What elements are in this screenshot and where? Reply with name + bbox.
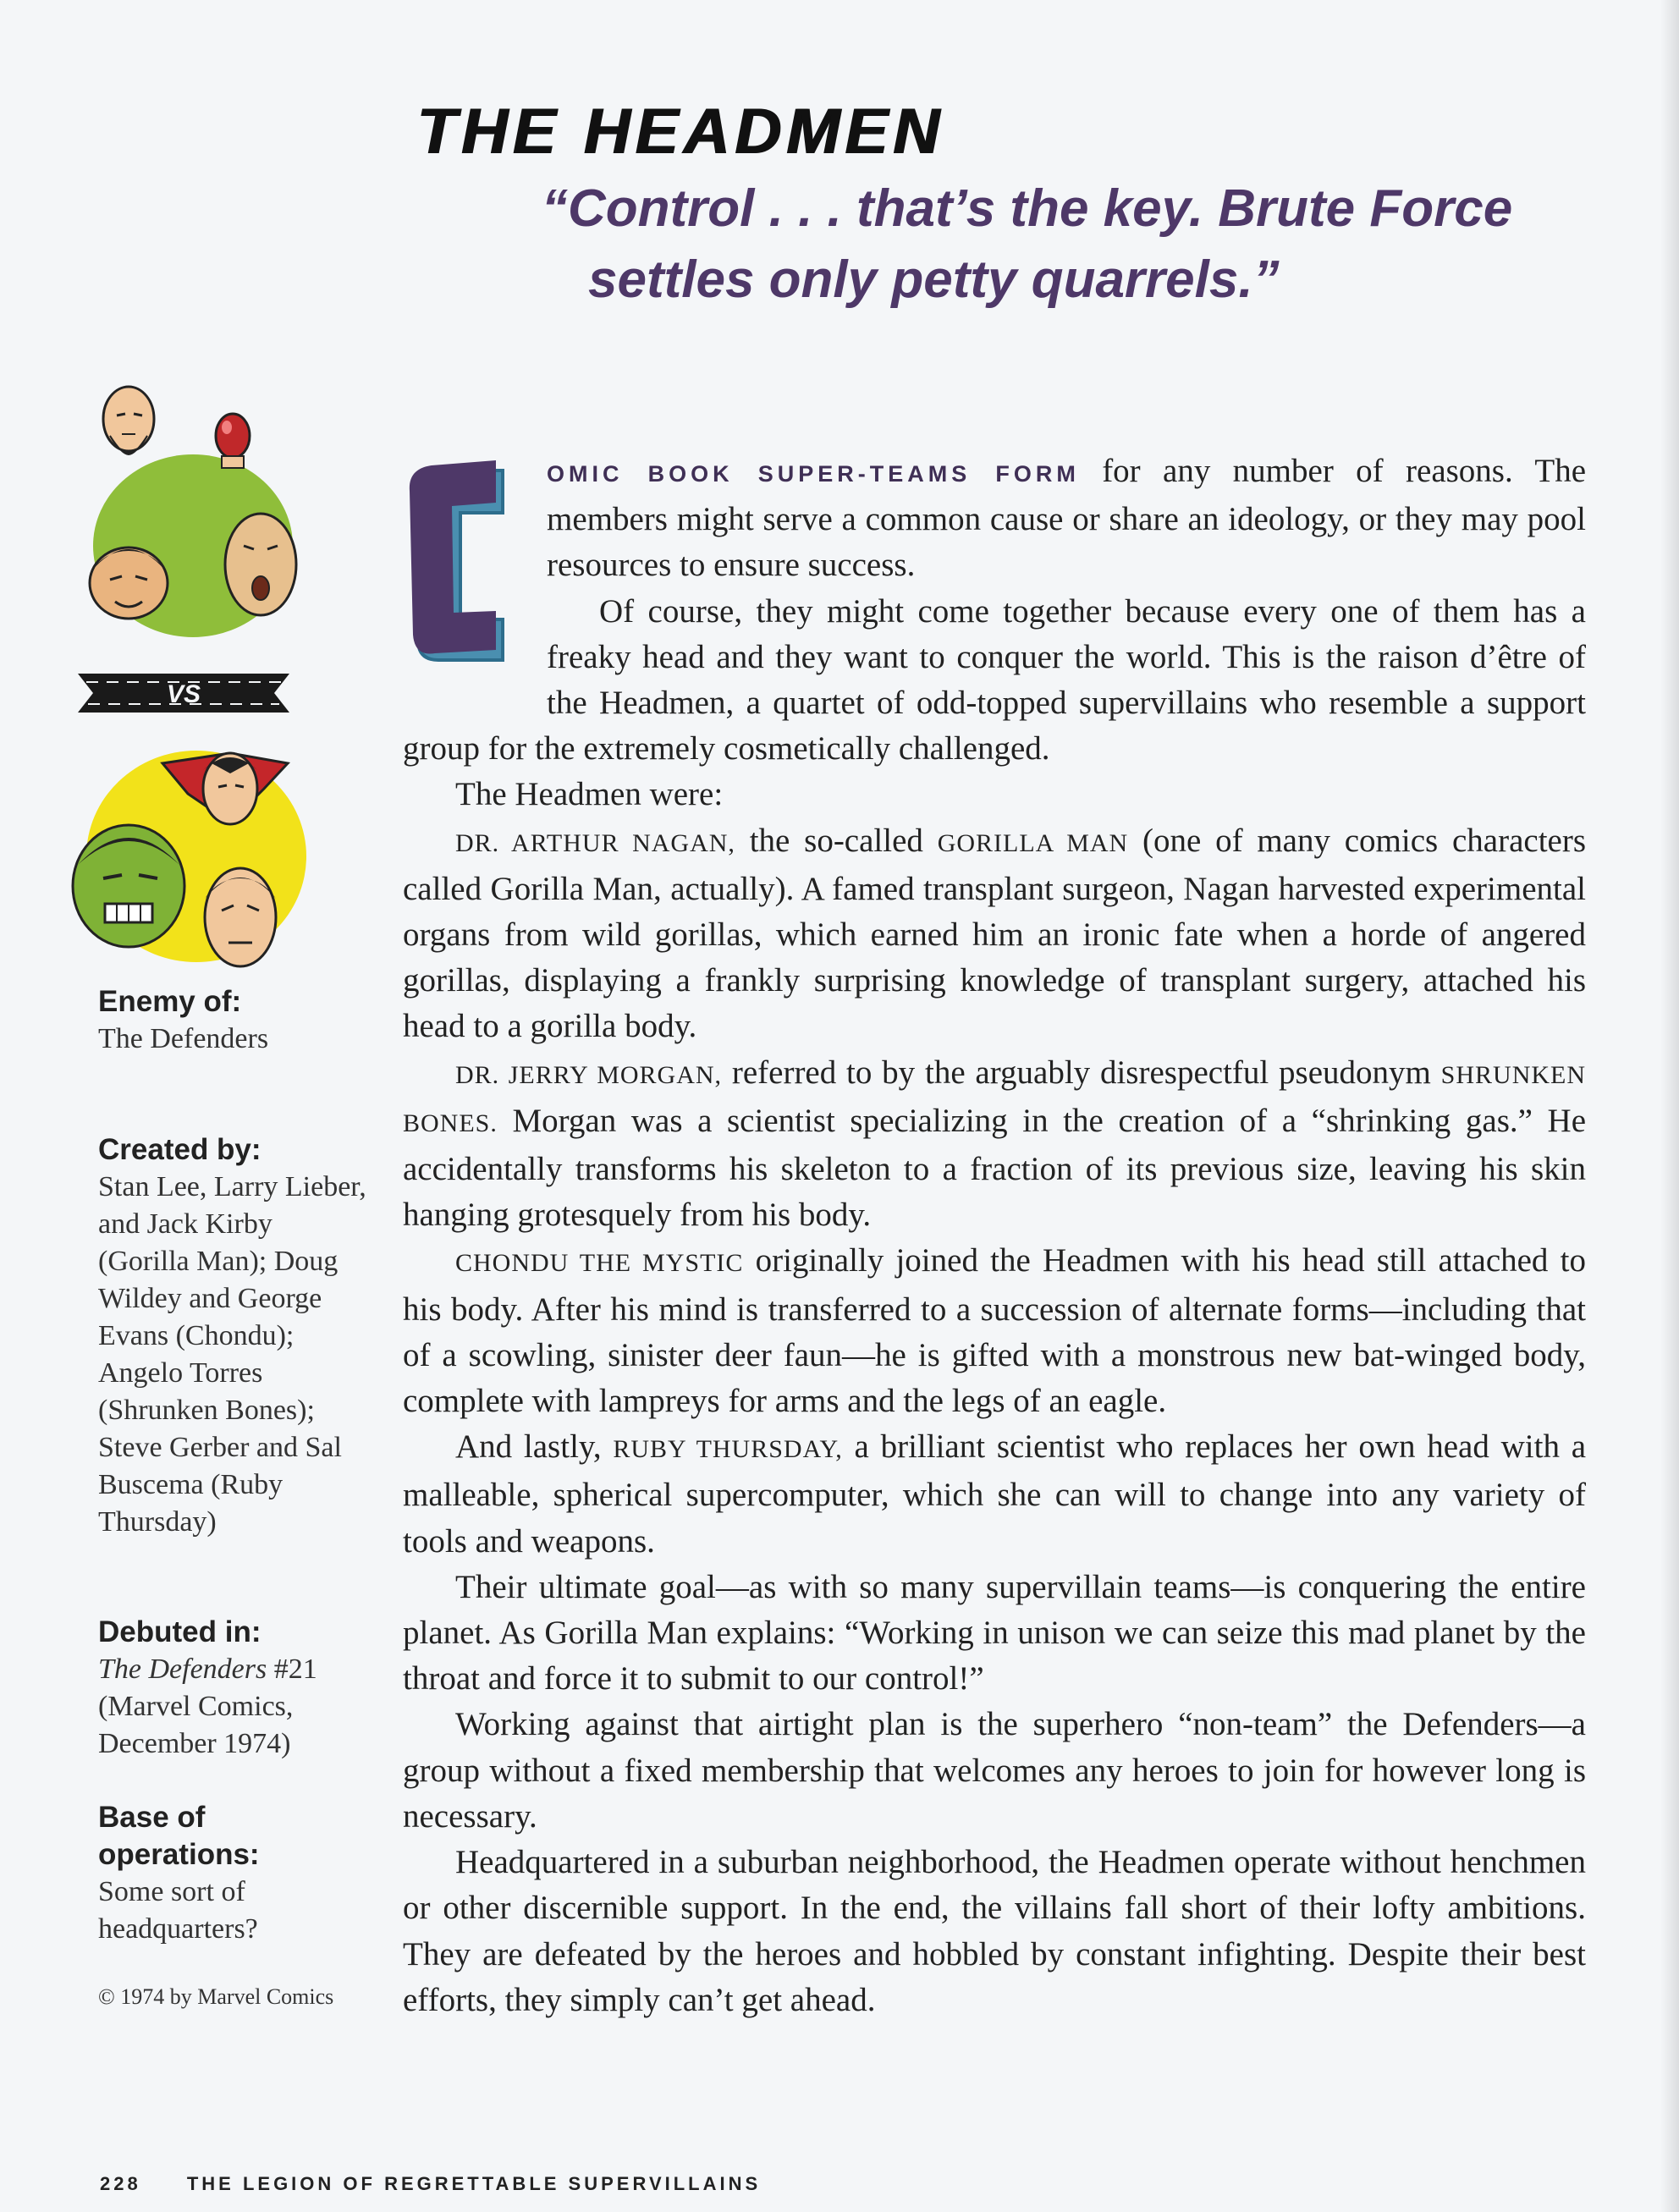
hulk-head xyxy=(73,825,184,947)
page-number: 228 xyxy=(100,2173,141,2194)
paragraph-7-start: And lastly, xyxy=(455,1428,602,1466)
paragraph-6 xyxy=(403,1238,1586,1424)
enemy-of-block xyxy=(98,983,377,1058)
created-by-block xyxy=(98,1131,369,1541)
article-body xyxy=(403,448,1586,2023)
debuted-in-detail: (Marvel Comics, December 1974) xyxy=(98,1691,294,1759)
vs-banner xyxy=(78,669,289,718)
paragraph-3: The Headmen were: xyxy=(455,776,724,813)
page-footer xyxy=(100,2173,761,2195)
paragraph-10: Headquartered in a suburban neighborhood, the Headmen operate without henchmen or other discernible support. In the end, the villains fall short of their lofty ambitions. They are defeated by the heroes and hobbled by constant infighting. Despite their best efforts, they simply can’t get ahead. xyxy=(403,1844,1586,2018)
paragraph-1 xyxy=(403,448,1586,589)
paragraph-7-text: a brilliant scientist who replaces her own head with a malleable, spherical supercomputer, which she can will to change into any variety of tools and weapons. xyxy=(403,1428,1586,1560)
pull-quote-line-1: “Control . . . that’s the key. Brute Force xyxy=(542,179,1513,238)
debuted-in-title: The Defenders xyxy=(98,1653,267,1685)
paragraph-8: Their ultimate goal—as with so many supervillain teams—is conquering the entire planet. As Gorilla Man explains: “Working in unison we can seize this mad planet by the throat and force it to submit to our control!” xyxy=(403,1568,1586,1698)
vs-label: VS xyxy=(166,680,201,708)
chondu-head xyxy=(90,547,168,619)
pull-quote xyxy=(542,173,1608,316)
namor-head xyxy=(205,868,276,966)
debuted-in-value xyxy=(98,1651,344,1763)
lead-in-caps: OMIC BOOK SUPER-TEAMS FORM xyxy=(547,461,1080,487)
paragraph-6-text: originally joined the Headmen with his head still attached to his body. After his mind is transferred to a succession of alternate forms—including that of a scowling, sinister deer faun—he is gifted with a monstrous new bat-winged body, complete with lampreys for arms and the legs of an eagle. xyxy=(403,1242,1586,1420)
name-arthur-nagan: DR. ARTHUR NAGAN, xyxy=(455,828,735,857)
paragraph-1-text: for any number of reasons. The members might serve a common cause or share an ideology, or they may pool resources to ensure success. xyxy=(547,453,1587,584)
paragraph-4 xyxy=(403,818,1586,1050)
name-jerry-morgan: DR. JERRY MORGAN, xyxy=(455,1060,723,1089)
shrunken-bones-head xyxy=(225,514,296,615)
paragraph-9: Working against that airtight plan is the superhero “non-team” the Defenders—a group without a fixed membership that welcomes any heroes to join for however long is necessary. xyxy=(403,1706,1586,1835)
alias-shrunken-bones: SHRUNKEN BONES. xyxy=(403,1060,1587,1137)
base-of-operations-block xyxy=(98,1799,301,1948)
book-title: THE LEGION OF REGRETTABLE SUPERVILLAINS xyxy=(186,2173,762,2194)
page-edge-shadow xyxy=(1660,0,1679,2212)
alias-gorilla-man: GORILLA MAN xyxy=(937,828,1129,857)
created-by-value: Stan Lee, Larry Lieber, and Jack Kirby (Gorilla Man); Doug Wildey and George Evans (Chondu); Angelo Torres (Shrunken Bones); Steve Gerber and Sal Buscema (Ruby Thursday) xyxy=(98,1171,366,1538)
enemy-of-heading: Enemy of: xyxy=(98,985,242,1018)
headmen-illustration xyxy=(85,377,305,656)
paragraph-5-mid: referred to by the arguably disrespectful pseudonym xyxy=(731,1054,1431,1091)
debuted-in-heading: Debuted in: xyxy=(98,1615,261,1648)
paragraph-4-text: (one of many comics characters called Gorilla Man, actually). A famed transplant surgeon, Nagan harvested experimental organs from wild gorillas, which earned him an ironic fate when a horde of angered gorillas, displaying a frankly surprising knowledge of transplant surgery, attached his head to a gorilla body. xyxy=(403,822,1587,1045)
defenders-illustration xyxy=(61,729,323,983)
created-by-heading: Created by: xyxy=(98,1133,261,1166)
pull-quote-line-2: settles only petty quarrels.” xyxy=(588,250,1280,309)
ruby-thursday-head xyxy=(216,414,250,468)
debuted-in-block xyxy=(98,1614,344,1763)
copyright-credit: © 1974 by Marvel Comics xyxy=(98,1984,334,2009)
paragraph-5-text: Morgan was a scientist specializing in the creation of a “shrinking gas.” He accidentally transforms his skeleton to a fraction of its previous size, leaving his skin hanging grotesquely from his body. xyxy=(403,1102,1587,1234)
debuted-in-issue: #21 xyxy=(273,1653,317,1685)
paragraph-4-mid: the so-called xyxy=(749,822,923,859)
base-of-operations-heading: Base of operations: xyxy=(98,1801,260,1871)
page-title: THE HEADMEN xyxy=(416,96,944,168)
gorilla-man-head xyxy=(103,387,154,454)
base-of-operations-value: Some sort of headquarters? xyxy=(98,1876,258,1945)
enemy-of-value: The Defenders xyxy=(98,1023,269,1054)
paragraph-5 xyxy=(403,1050,1586,1239)
paragraph-7 xyxy=(403,1424,1586,1565)
name-chondu: CHONDU THE MYSTIC xyxy=(455,1249,744,1278)
name-ruby-thursday: RUBY THURSDAY, xyxy=(613,1435,843,1464)
paragraph-2: Of course, they might come together because every one of them has a freaky head and they want to conquer the world. This is the raison d’être of the Headmen, a quartet of odd-topped supervillains who resemble a support group for the extremely cosmetically challenged. xyxy=(403,592,1586,768)
drop-cap-c xyxy=(401,454,528,682)
